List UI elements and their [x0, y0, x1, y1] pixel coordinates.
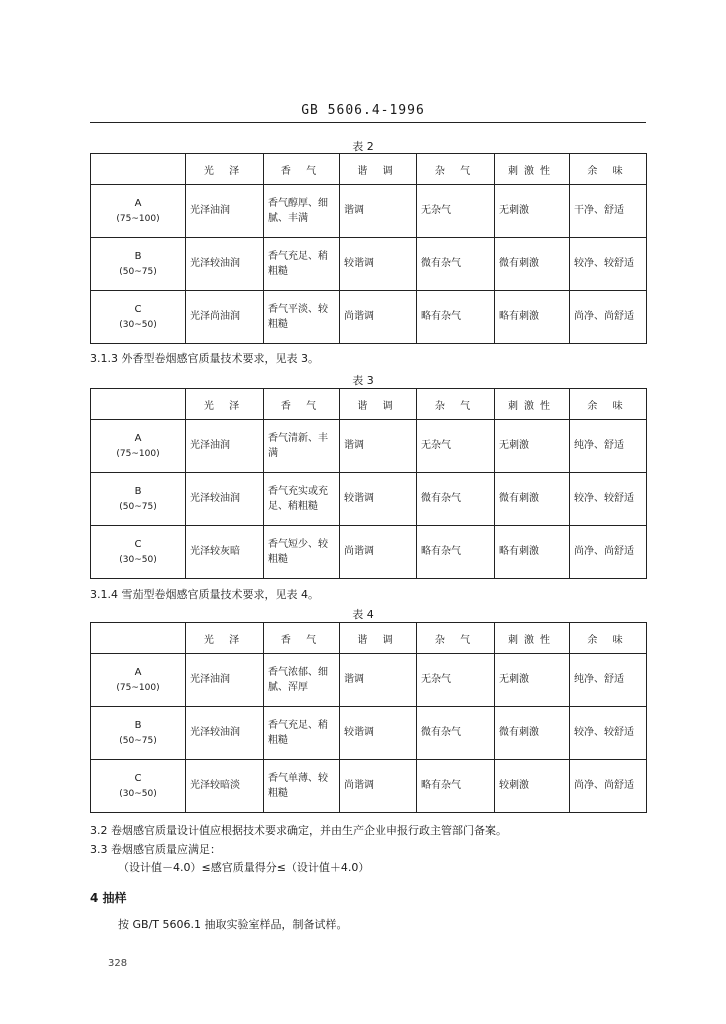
table-cell: 光泽较灰暗: [186, 526, 264, 579]
table-cell: 无刺激: [495, 185, 570, 238]
table-cell: 香气短少、较粗糙: [264, 526, 340, 579]
header-harmony: 谐 调: [340, 623, 417, 654]
table-header-row: [91, 154, 647, 185]
table-cell: 微有杂气: [417, 707, 495, 760]
header-harmony: 谐 调: [340, 154, 417, 185]
table-cell: 香气充足、稍粗糙: [264, 707, 340, 760]
header-offnote: 杂 气: [417, 623, 495, 654]
grade-cell: C (30~50): [91, 291, 186, 344]
table-cell: 干净、舒适: [570, 185, 647, 238]
header-irritation: 刺激性: [495, 154, 570, 185]
table-row: [91, 238, 647, 291]
table-cell: 香气单薄、较粗糙: [264, 760, 340, 813]
table-cell: 无刺激: [495, 420, 570, 473]
header-rule: [90, 122, 646, 123]
table-row: [91, 526, 647, 579]
table-cell: 尚净、尚舒适: [570, 526, 647, 579]
grade-cell: B (50~75): [91, 473, 186, 526]
section-3-1-3: 3.1.3 外香型卷烟感官质量技术要求，见表 3。: [90, 352, 319, 365]
table-cell: 较谐调: [340, 238, 417, 291]
grade-cell: C (30~50): [91, 526, 186, 579]
table-cell: 较刺激: [495, 760, 570, 813]
page-header-title: GB 5606.4-1996: [301, 103, 425, 118]
header-aroma: 香 气: [264, 389, 340, 420]
table-cell: 微有刺激: [495, 238, 570, 291]
table-cell: 尚谐调: [340, 760, 417, 813]
table-row: [91, 473, 647, 526]
grade-cell: B (50~75): [91, 707, 186, 760]
table-cell: 香气充足、稍粗糙: [264, 238, 340, 291]
table-row: [91, 707, 647, 760]
table-cell: 无杂气: [417, 185, 495, 238]
table-cell: 光泽较油润: [186, 707, 264, 760]
table-cell: 纯净、舒适: [570, 654, 647, 707]
header-offnote: 杂 气: [417, 389, 495, 420]
table-cell: 略有杂气: [417, 760, 495, 813]
section-4-body: 按 GB/T 5606.1 抽取实验室样品，制备试样。: [118, 918, 348, 931]
header-luster: 光 泽: [186, 154, 264, 185]
grade-cell: A (75~100): [91, 420, 186, 473]
header-aftertaste: 余 味: [570, 154, 647, 185]
table-row: [91, 185, 647, 238]
table-cell: 尚净、尚舒适: [570, 760, 647, 813]
table-cell: 无杂气: [417, 420, 495, 473]
section-3-3: 3.3 卷烟感官质量应满足：: [90, 843, 221, 856]
header-irritation: 刺激性: [495, 623, 570, 654]
header-offnote: 杂 气: [417, 154, 495, 185]
header-irritation: 刺激性: [495, 389, 570, 420]
grade-cell: A (75~100): [91, 654, 186, 707]
table-cell: 谐调: [340, 654, 417, 707]
section-3-3-formula: （设计值－4.0）≤感官质量得分≤（设计值＋4.0）: [118, 861, 370, 874]
table-cell: 微有杂气: [417, 473, 495, 526]
table-cell: 尚谐调: [340, 291, 417, 344]
table-cell: 光泽较油润: [186, 473, 264, 526]
table-cell: 香气浓郁、细腻、浑厚: [264, 654, 340, 707]
table3: [90, 388, 647, 579]
grade-cell: A (75~100): [91, 185, 186, 238]
table-cell: 香气清新、丰满: [264, 420, 340, 473]
header-aroma: 香 气: [264, 154, 340, 185]
table-cell: 香气充实或充足、稍粗糙: [264, 473, 340, 526]
header-aftertaste: 余 味: [570, 623, 647, 654]
table-cell: 光泽较暗淡: [186, 760, 264, 813]
table-cell: 光泽油润: [186, 185, 264, 238]
header-grade: [91, 623, 186, 654]
section-4-heading: 4 抽样: [90, 891, 127, 905]
table-header-row: [91, 389, 647, 420]
table-cell: 尚谐调: [340, 526, 417, 579]
header-grade: [91, 389, 186, 420]
table2-caption: 表 2: [352, 140, 374, 153]
table-cell: 微有刺激: [495, 707, 570, 760]
table-cell: 较净、较舒适: [570, 707, 647, 760]
table-cell: 较净、较舒适: [570, 238, 647, 291]
table-cell: 光泽尚油润: [186, 291, 264, 344]
table-cell: 香气平淡、较粗糙: [264, 291, 340, 344]
header-luster: 光 泽: [186, 389, 264, 420]
table-cell: 微有杂气: [417, 238, 495, 291]
header-aroma: 香 气: [264, 623, 340, 654]
header-aftertaste: 余 味: [570, 389, 647, 420]
table-cell: 较净、较舒适: [570, 473, 647, 526]
table-cell: 较谐调: [340, 473, 417, 526]
header-grade: [91, 154, 186, 185]
table-cell: 无杂气: [417, 654, 495, 707]
section-3-2: 3.2 卷烟感官质量设计值应根据技术要求确定，并由生产企业申报行政主管部门备案。: [90, 824, 507, 837]
header-harmony: 谐 调: [340, 389, 417, 420]
header-luster: 光 泽: [186, 623, 264, 654]
table3-caption: 表 3: [352, 374, 374, 387]
grade-cell: B (50~75): [91, 238, 186, 291]
table-cell: 略有杂气: [417, 526, 495, 579]
table-row: [91, 420, 647, 473]
table-cell: 略有杂气: [417, 291, 495, 344]
table-cell: 谐调: [340, 185, 417, 238]
table-header-row: [91, 623, 647, 654]
table-cell: 略有刺激: [495, 526, 570, 579]
table-row: [91, 654, 647, 707]
table-cell: 较谐调: [340, 707, 417, 760]
table-cell: 尚净、尚舒适: [570, 291, 647, 344]
grade-cell: C (30~50): [91, 760, 186, 813]
table-cell: 略有刺激: [495, 291, 570, 344]
table-row: [91, 760, 647, 813]
table-row: [91, 291, 647, 344]
table-cell: 无刺激: [495, 654, 570, 707]
table-cell: 光泽油润: [186, 654, 264, 707]
section-3-1-4: 3.1.4 雪茄型卷烟感官质量技术要求，见表 4。: [90, 588, 319, 601]
table-cell: 光泽油润: [186, 420, 264, 473]
table-cell: 纯净、舒适: [570, 420, 647, 473]
table-cell: 香气醇厚、细腻、丰满: [264, 185, 340, 238]
page-number: 328: [108, 958, 128, 969]
table-cell: 微有刺激: [495, 473, 570, 526]
table4: [90, 622, 647, 813]
table2: [90, 153, 647, 344]
table4-caption: 表 4: [352, 608, 374, 621]
table-cell: 谐调: [340, 420, 417, 473]
table-cell: 光泽较油润: [186, 238, 264, 291]
